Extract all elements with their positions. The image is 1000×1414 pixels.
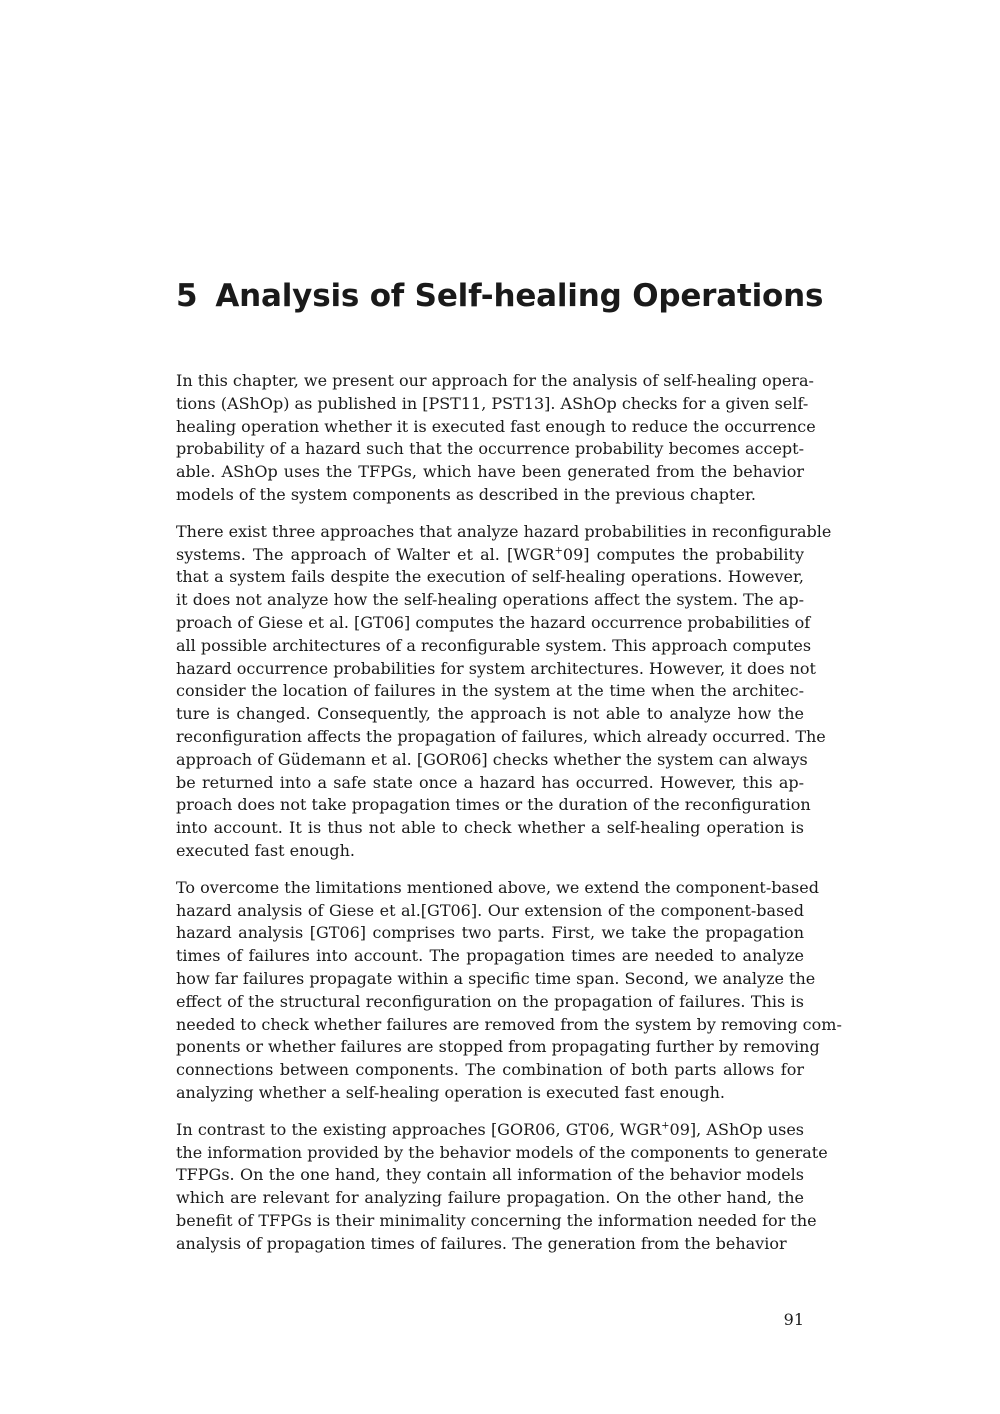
text-line: systems. The approach of Walter et al. [WGR+09] computes the probability — [176, 544, 804, 564]
text-line: executed fast enough. — [176, 840, 355, 860]
text-line: it does not analyze how the self-healing operations affect the system. The ap- — [176, 590, 804, 610]
text-line: To overcome the limitations mentioned above, we extend the component-based — [176, 877, 819, 897]
text-line: the information provided by the behavior models of the components to generate — [176, 1142, 828, 1162]
text-line: ponents or whether failures are stopped from propagating further by removing — [176, 1037, 820, 1057]
text-line: models of the system components as described in the previous chapter. — [176, 484, 756, 504]
page-number: 91 — [783, 1310, 804, 1329]
text-line: how far failures propagate within a specific time span. Second, we analyze the — [176, 968, 816, 988]
text-line: connections between components. The combination of both parts allows for — [176, 1060, 804, 1080]
text-line: In this chapter, we present our approach for the analysis of self-healing opera- — [176, 371, 814, 390]
text-line: probability of a hazard such that the occurrence probability becomes accept- — [176, 439, 804, 459]
text-line: times of failures into account. The propagation times are needed to analyze — [176, 946, 804, 966]
text-line: hazard analysis of Giese et al.[GT06]. Our extension of the component-based — [176, 900, 804, 920]
text-line: benefit of TFPGs is their minimality concerning the information needed for the — [176, 1210, 817, 1230]
text-line: which are relevant for analyzing failure propagation. On the other hand, the — [176, 1188, 804, 1208]
text-line: hazard occurrence probabilities for system architectures. However, it does not — [176, 658, 816, 678]
text-line: In contrast to the existing approaches [GOR06, GT06, WGR+09], AShOp uses — [176, 1119, 805, 1139]
text-line: proach does not take propagation times or the duration of the reconfiguration — [176, 795, 811, 815]
text-line: approach of Güdemann et al. [GOR06] checks whether the system can always — [176, 749, 808, 769]
text-line: TFPGs. On the one hand, they contain all information of the behavior models — [176, 1165, 804, 1185]
text-line: tions (AShOp) as published in [PST11, PST13]. AShOp checks for a given self- — [176, 393, 809, 413]
paragraph — [176, 877, 842, 1105]
chapter-number: 5 — [176, 278, 198, 314]
text-line: that a system fails despite the execution of self-healing operations. However, — [176, 567, 804, 587]
text-line: all possible architectures of a reconfigurable system. This approach computes — [176, 635, 812, 655]
paragraph — [176, 521, 832, 863]
text-line: There exist three approaches that analyze hazard probabilities in reconfigurable — [176, 521, 832, 541]
paragraph — [176, 1119, 828, 1256]
chapter-title-text: Analysis of Self-healing Operations — [215, 278, 824, 314]
text-line: needed to check whether failures are removed from the system by removing com- — [176, 1014, 842, 1034]
chapter-title — [176, 278, 823, 314]
paragraph — [176, 370, 816, 507]
chapter-body — [176, 370, 842, 1269]
text-line: able. AShOp uses the TFPGs, which have been generated from the behavior — [176, 462, 804, 482]
text-line: be returned into a safe state once a hazard has occurred. However, this ap- — [176, 772, 804, 792]
text-line: analyzing whether a self-healing operation is executed fast enough. — [176, 1082, 725, 1102]
text-line: ture is changed. Consequently, the approach is not able to analyze how the — [176, 704, 804, 724]
text-line: effect of the structural reconfiguration on the propagation of failures. This is — [176, 991, 804, 1011]
text-line: healing operation whether it is executed fast enough to reduce the occurrence — [176, 416, 816, 436]
text-line: proach of Giese et al. [GT06] computes the hazard occurrence probabilities of — [176, 612, 811, 632]
text-line: reconfiguration affects the propagation of failures, which already occurred. The — [176, 726, 826, 746]
text-line: analysis of propagation times of failures. The generation from the behavior — [176, 1233, 787, 1253]
text-line: consider the location of failures in the system at the time when the architec- — [176, 681, 804, 701]
text-line: into account. It is thus not able to check whether a self-healing operation is — [176, 818, 804, 838]
text-line: hazard analysis [GT06] comprises two parts. First, we take the propagation — [176, 923, 804, 943]
